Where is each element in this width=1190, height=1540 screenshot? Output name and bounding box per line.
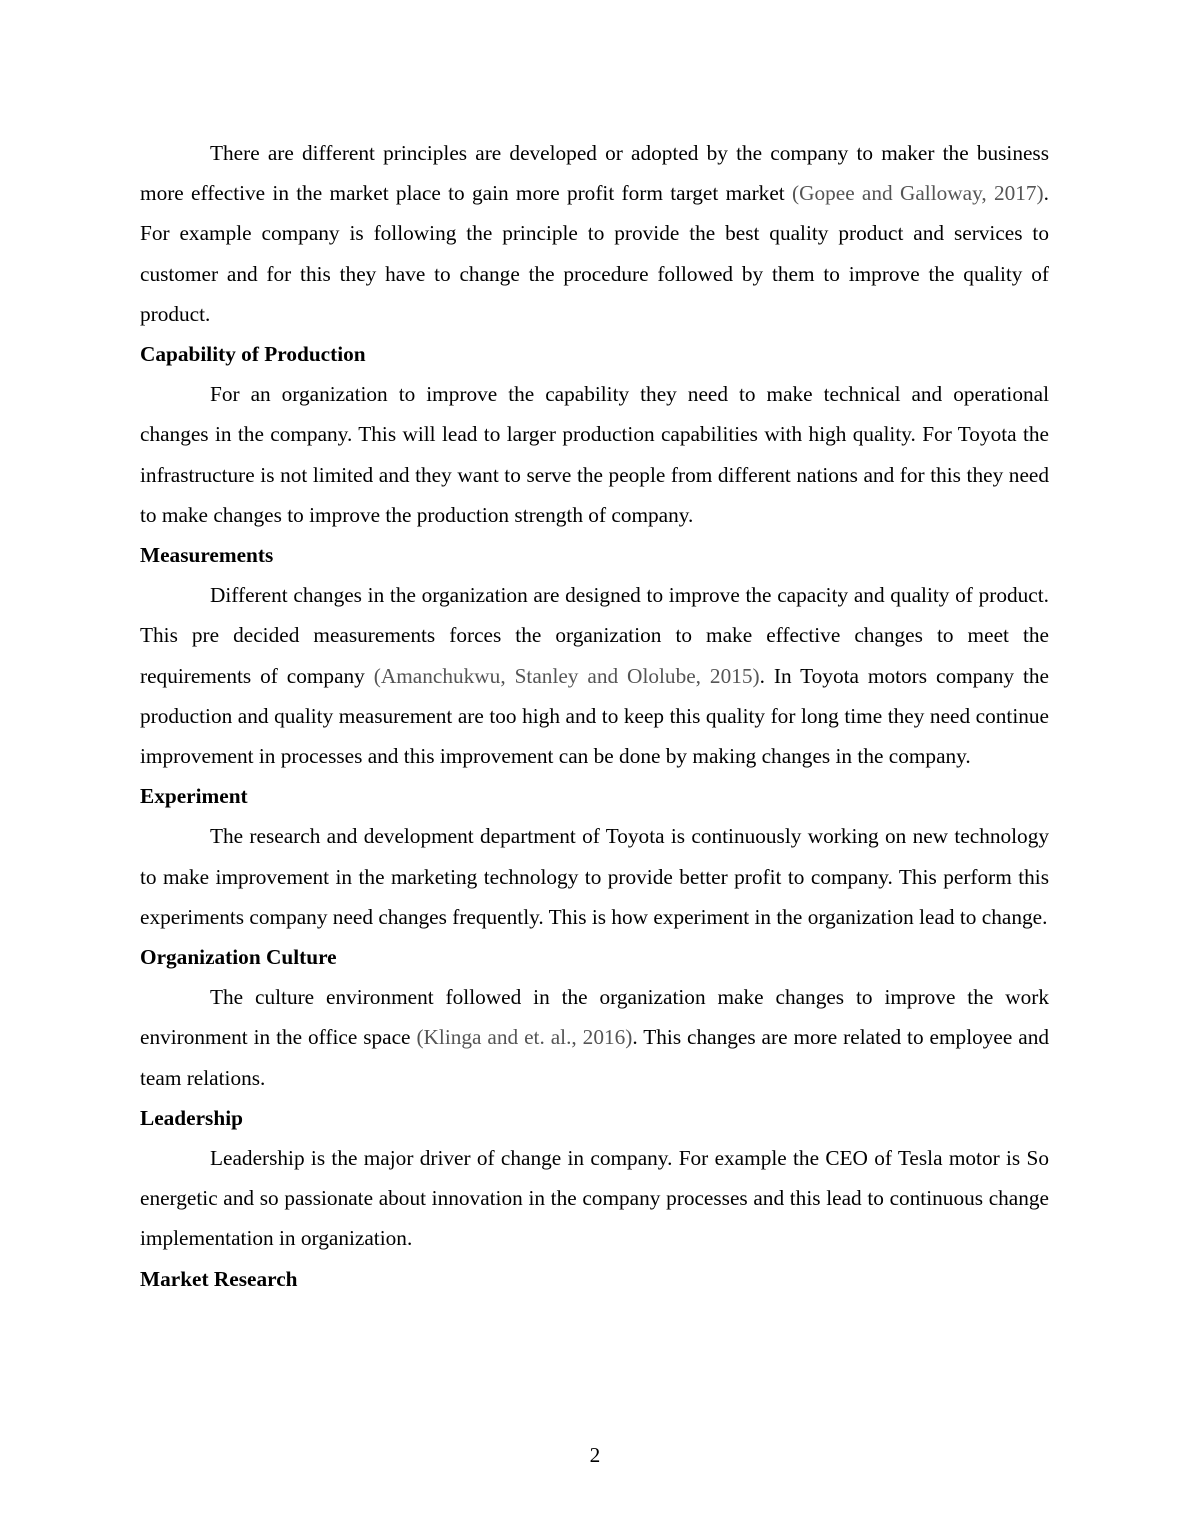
section-heading-culture: Organization Culture <box>140 945 337 970</box>
leadership-paragraph: Leadership is the major driver of change in company. For example the CEO of Tesla motor is So energetic and so passionate about innovation in the company processes and this lead to continuous change implementation in organization. <box>140 1146 1049 1251</box>
section-heading-leadership: Leadership <box>140 1105 243 1130</box>
citation: (Amanchukwu, Stanley and Ololube, 2015) <box>373 663 760 688</box>
page-number: 2 <box>589 1443 601 1467</box>
measurements-paragraph: Different changes in the organization are designed to improve the capacity and quality of product. This pre decided measurements forces the organization to make effective changes to meet the requirements of company (Amanchukwu, Stanley and Ololube, 2015). In Toyota motors company the production and quality measurement are too high and to keep this quality for long time they need continue improvement in processes and this improvement can be done by making changes in the company. <box>140 583 1049 769</box>
experiment-paragraph: The research and development department of Toyota is continuously working on new technology to make improvement in the marketing technology to provide better profit to company. This perform this experiments company need changes frequently. This is how experiment in the organization lead to change. <box>140 824 1049 929</box>
section-heading-market-research: Market Research <box>140 1266 298 1291</box>
intro-paragraph: There are different principles are developed or adopted by the company to maker the business more effective in the market place to gain more profit form target market (Gopee and Galloway, 2017). For example company is following the principle to provide the best quality product and services to customer and for this they have to change the procedure followed by them to improve the quality of product. <box>140 141 1049 326</box>
document-page <box>140 133 1049 1299</box>
section-heading-measurements: Measurements <box>140 543 274 568</box>
culture-paragraph: The culture environment followed in the organization make changes to improve the work environment in the office space (Klinga and et. al., 2016). This changes are more related to employee and team relations. <box>140 985 1049 1090</box>
section-heading-experiment: Experiment <box>140 784 248 809</box>
section-heading-capability: Capability of Production <box>140 342 366 367</box>
capability-paragraph: For an organization to improve the capability they need to make technical and operational changes in the company. This will lead to larger production capabilities with high quality. For Toyota the infrastructure is not limited and they want to serve the people from different nations and for this they need to make changes to improve the production strength of company. <box>140 382 1049 527</box>
citation: (Klinga and et. al., 2016) <box>416 1025 633 1050</box>
citation: (Gopee and Galloway, 2017) <box>791 181 1044 206</box>
